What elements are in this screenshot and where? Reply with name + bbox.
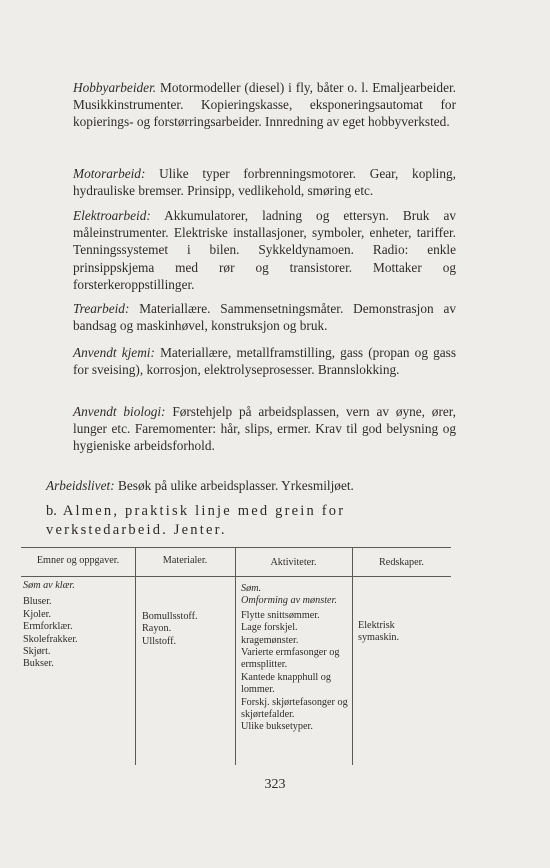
list-item: Bomullsstoff. xyxy=(142,611,198,622)
list-item: Lage forskjel. kragemønster. xyxy=(241,622,299,646)
section-lead: Anvendt biologi: xyxy=(73,404,166,419)
section-lead: Arbeidslivet: xyxy=(46,478,115,493)
section-heading-b xyxy=(46,502,466,540)
section-text: Førstehjelp på arbeidsplassen, vern av øyne, ører, lunger etc. Faremomenter: hår, slips, ermer. Krav til god belysning og hygieniske arbeidsforhold. xyxy=(73,404,457,454)
list-item: Kjoler. xyxy=(23,608,52,620)
table-column-redskaper xyxy=(358,620,428,645)
list-item: Elektrisk symaskin. xyxy=(358,620,400,644)
table-column-emner xyxy=(23,580,133,671)
list-item: Ermforklær. xyxy=(23,621,73,633)
table-column-materialer xyxy=(142,611,232,648)
heading-text: Almen, praktisk linje med grein for verkstedarbeid. Jenter. xyxy=(46,503,346,538)
list-item: Varierte ermfasonger og ermsplitter. xyxy=(241,647,340,671)
column-title: Søm av klær. xyxy=(23,580,75,591)
section-anvendt-kjemi xyxy=(73,344,456,378)
section-anvendt-biologi xyxy=(73,403,456,455)
section-text: Materiallære. Sammensetningsmåter. Demonstrasjon av bandsag og maskinhøvel, konstruksjon og bruk. xyxy=(73,301,456,334)
section-lead: Trearbeid: xyxy=(73,301,130,316)
table-header-rule xyxy=(21,576,451,577)
section-text: Akkumulatorer, ladning og ettersyn. Bruk av måleinstrumenter. Elektriske installasjoner, symboler, enheter, tariffer. Tenningssystemet i bilen. Sykkeldynamoen. Radio: enkle prinsippskjema med rør og transistorer. Mottaker og forsterkeroppstillinger. xyxy=(73,208,456,292)
table-header-emner: Emner og oppgaver. xyxy=(36,555,120,566)
table-top-rule xyxy=(21,547,451,548)
list-item: Skolefrakker. xyxy=(23,633,78,645)
table-column-divider xyxy=(135,547,136,765)
section-lead: Anvendt kjemi: xyxy=(73,345,155,360)
section-text: Besøk på ulike arbeidsplasser. Yrkesmiljøet. xyxy=(118,478,354,493)
section-lead: Motorarbeid: xyxy=(73,166,146,181)
list-item: Forskj. skjørtefasonger og skjørtefalder. xyxy=(241,696,348,721)
section-hobbyarbeider xyxy=(73,79,456,131)
page-number: 323 xyxy=(264,777,286,792)
table-header-materialer: Materialer. xyxy=(162,555,208,566)
list-item: Bluser. xyxy=(23,596,52,608)
section-motorarbeid xyxy=(73,165,456,199)
column-subtitle: Omforming av mønster. xyxy=(241,595,337,607)
section-text: Materiallære, metallframstilling, gass (propan og gass for sveising), korrosjon, elektrolyseprosesser. Brannslokking. xyxy=(73,345,457,378)
section-lead: Elektroarbeid: xyxy=(73,208,151,223)
section-text: Ulike typer forbrenningsmotorer. Gear, kopling, hydrauliske bremser. Prinsipp, vedlikehold, smøring etc. xyxy=(73,166,457,199)
section-lead: Hobbyarbeider. xyxy=(73,80,157,95)
section-elektroarbeid xyxy=(73,207,456,293)
table-column-divider xyxy=(235,547,236,765)
table-column-divider xyxy=(352,547,353,765)
list-item: Skjørt. xyxy=(23,646,51,658)
list-item: Ullstoff. xyxy=(142,635,177,647)
list-item: Ulike buksetyper. xyxy=(241,721,313,733)
table-header-redskaper: Redskaper. xyxy=(379,557,424,568)
section-arbeidslivet xyxy=(46,477,456,494)
table-column-aktiviteter xyxy=(241,583,351,734)
list-item: Kantede knapphull og lommer. xyxy=(241,671,331,696)
heading-number: b. xyxy=(46,503,57,519)
list-item: Flytte snittsømmer. xyxy=(241,609,320,621)
list-item: Rayon. xyxy=(142,623,172,635)
list-item: Bukser. xyxy=(23,658,54,670)
section-trearbeid xyxy=(73,300,456,334)
column-title: Søm. xyxy=(241,583,262,594)
section-text: Motormodeller (diesel) i fly, båter o. l. Emaljearbeider. Musikkinstrumenter. Kopieringskasse, eksponeringsautomat for kopierings- og forstørringsarbeider. Innredning av eget hobbyverksted. xyxy=(73,80,456,130)
table-header-aktiviteter: Aktiviteter. xyxy=(270,557,317,568)
